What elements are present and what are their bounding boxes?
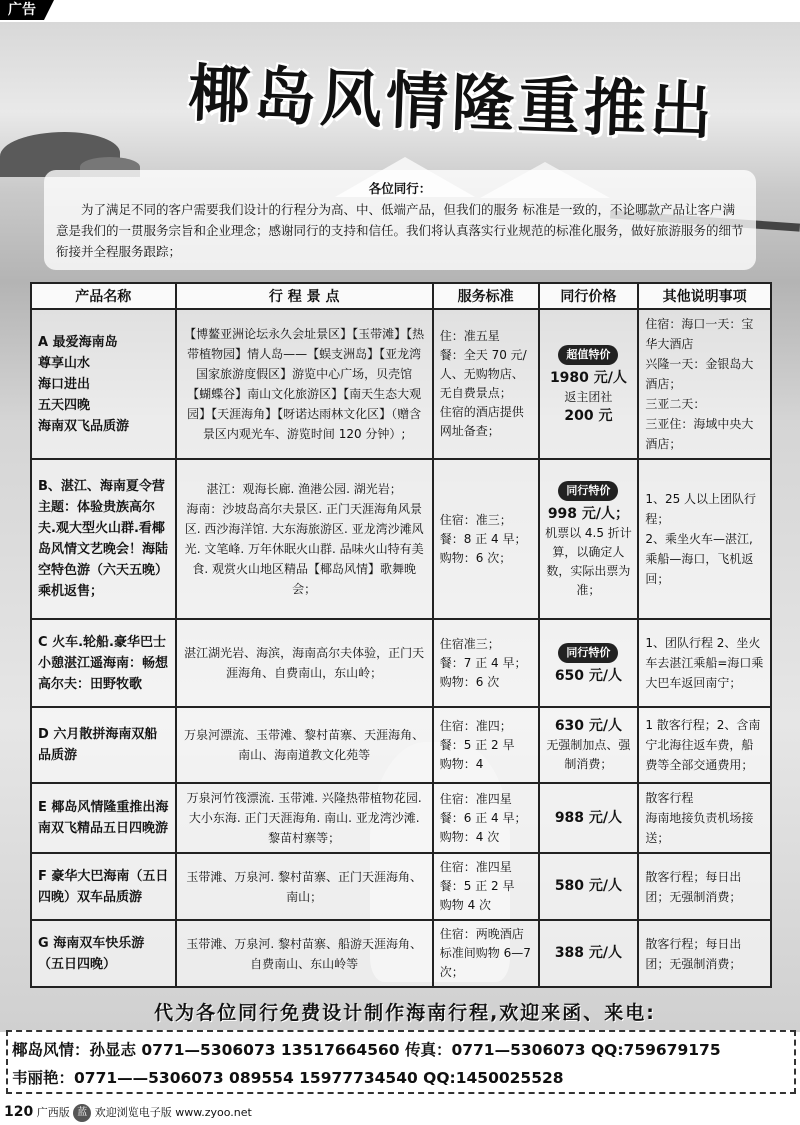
- notes-cell: 散客行程；每日出团；无强制消费；: [638, 920, 771, 987]
- product-name-cell: G 海南双车快乐游（五日四晚）: [31, 920, 176, 987]
- header-product-name: 产品名称: [31, 283, 176, 309]
- product-name-cell: D 六月散拼海南双船品质游: [31, 707, 176, 783]
- service-standard-cell: 住宿：准四星 餐：5 正 2 早 购物 4 次: [433, 853, 539, 920]
- slogan: 代为各位同行免费设计制作海南行程,欢迎来函、来电:: [154, 1002, 656, 1024]
- notes-cell: 1、团队行程 2、坐火车去湛江乘船=海口乘大巴车返回南宁；: [638, 619, 771, 707]
- top-strip: [0, 0, 800, 22]
- itinerary-cell: 玉带滩、万泉河. 黎村苗寨、船游天涯海角、自费南山、东山岭等: [176, 920, 433, 987]
- product-name-cell: B、湛江、海南夏令营主题：体验贵族高尔夫.观大型火山群.看椰岛风情文艺晚会！海陆空特色游（六天五晚）乘机返售；: [31, 459, 176, 619]
- magazine-edition: 广西版: [36, 1106, 70, 1119]
- price-badge: 同行特价: [558, 481, 618, 501]
- header-itinerary: 行 程 景 点: [176, 283, 433, 309]
- table-row: [31, 459, 771, 619]
- price-note: 机票以 4.5 折计算，以确定人数，实际出票为准；: [545, 525, 632, 597]
- header-notes: 其他说明事项: [638, 283, 771, 309]
- price-main: 1980 元/人: [549, 369, 627, 386]
- price-badge: 同行特价: [558, 643, 618, 663]
- ad-tag-tail: [44, 0, 54, 20]
- itinerary-cell: 湛江湖光岩、海滨，海南高尔夫体验，正门天涯海角、自费南山，东山岭；: [176, 619, 433, 707]
- price-cell: [539, 309, 639, 459]
- itinerary-cell: 湛江：观海长廊. 渔港公园. 湖光岩； 海南：沙坡岛高尔夫景区. 正门天涯海角风景区. 西沙海洋馆. 大东海旅游区. 亚龙湾沙滩风光. 文笔峰. 万年休眠火山群. 品味火山特有美食. 观赏火山地区精品【椰岛风情】歌舞晚会；: [176, 459, 433, 619]
- service-standard-cell: 住宿：准四星 餐：6 正 4 早； 购物：4 次: [433, 783, 539, 853]
- product-name-cell: F 豪华大巴海南（五日四晚）双车品质游: [31, 853, 176, 920]
- service-standard-cell: 住宿：两晚酒店标准间购物 6—7 次；: [433, 920, 539, 987]
- intro-body: 为了满足不同的客户需要我们设计的行程分为高、中、低端产品，但我们的服务 标准是一致的，不论哪款产品让客户满意是我们的一贯服务宗旨和企业理念；感谢同行的支持和信任。我们将认真落实行业规范的标准化服务，做好旅游服务的细节衔接并全程服务跟踪；: [56, 202, 744, 259]
- table-row: [31, 707, 771, 783]
- price-cell: [539, 459, 639, 619]
- notes-cell: 1 散客行程；2、含南宁北海往返车费，船费等全部交通费用；: [638, 707, 771, 783]
- price-extra: 200 元: [564, 407, 613, 424]
- price-badge: 超值特价: [558, 345, 618, 365]
- table-row: [31, 783, 771, 853]
- notes-cell: 住宿：海口一天：宝华大酒店 兴隆一天：金银岛大酒店； 三亚二天： 三亚住：海域中央大酒店；: [638, 309, 771, 459]
- price-main: 650 元/人: [554, 667, 623, 684]
- service-standard-cell: 住宿：准三； 餐：8 正 4 早； 购物：6 次；: [433, 459, 539, 619]
- intro-box: [44, 170, 756, 270]
- products-table: [30, 282, 772, 988]
- itinerary-cell: 万泉河竹筏漂流. 玉带滩. 兴隆热带植物花园. 大小东海. 正门天涯海角. 南山. 亚龙湾沙滩. 黎苗村寨等；: [176, 783, 433, 853]
- price-cell: [539, 707, 639, 783]
- notes-cell: 1、25 人以上团队行程； 2、乘坐火车—湛江, 乘船—海口，飞机返回；: [638, 459, 771, 619]
- ad-tag: 广告: [0, 0, 44, 20]
- table-row: [31, 920, 771, 987]
- price-note: 返主团社: [564, 389, 613, 404]
- service-standard-cell: 住宿：准四； 餐：5 正 2 早 购物：4: [433, 707, 539, 783]
- magazine-logo-icon: 蓝: [73, 1104, 91, 1122]
- table-row: [31, 619, 771, 707]
- notes-cell: 散客行程；每日出团；无强制消费；: [638, 853, 771, 920]
- footer: [0, 1100, 800, 1125]
- service-standard-cell: 住宿准三； 餐：7 正 4 早； 购物：6 次: [433, 619, 539, 707]
- header-price: 同行价格: [539, 283, 639, 309]
- intro-greeting: 各位同行：: [368, 181, 432, 196]
- price-cell: [539, 619, 639, 707]
- price-cell: [539, 853, 639, 920]
- contact-box: [6, 1030, 796, 1094]
- product-name-cell: A 最爱海南岛 尊享山水 海口进出 五天四晚 海南双飞品质游: [31, 309, 176, 459]
- itinerary-cell: 万泉河漂流、玉带滩、黎村苗寨、天涯海角、南山、海南道教文化苑等: [176, 707, 433, 783]
- table-row: [31, 309, 771, 459]
- header-service-standard: 服务标准: [433, 283, 539, 309]
- price-main: 388 元/人: [554, 945, 623, 961]
- footer-website: 欢迎浏览电子版 www.zyoo.net: [94, 1106, 252, 1119]
- table-header-row: [31, 283, 771, 309]
- table-row: [31, 853, 771, 920]
- contact-line-1: 椰岛风情：孙显志 0771—5306073 13517664560 传真：0771—5306073 QQ:759679175: [12, 1041, 721, 1059]
- contact-line-2: 韦丽艳：0771——5306073 089554 15977734540 QQ:1450025528: [12, 1069, 564, 1087]
- itinerary-cell: 【博鳌亚洲论坛永久会址景区】【玉带滩】【热带植物园】情人岛——【蜈支洲岛】【亚龙湾国家旅游度假区】游览中心广场，贝壳馆 【蝴蝶谷】南山文化旅游区】【南天生态大观园】【天涯海角】【呀诺达雨林文化区】（赠含景区内观光车、游览时间 120 分钟）;: [176, 309, 433, 459]
- price-cell: [539, 783, 639, 853]
- product-name-cell: E 椰岛风情隆重推出海南双飞精品五日四晚游: [31, 783, 176, 853]
- page-title: 椰岛风情隆重推出: [186, 56, 718, 149]
- price-main: 998 元/人；: [547, 505, 630, 522]
- product-name-cell: C 火车.轮船.豪华巴士小憩湛江遥海南：畅想高尔夫：田野牧歌: [31, 619, 176, 707]
- page-number: 120: [4, 1104, 34, 1120]
- price-main: 988 元/人: [554, 809, 623, 826]
- price-main: 580 元/人: [554, 878, 623, 894]
- price-main: 630 元/人: [554, 717, 623, 734]
- price-cell: [539, 920, 639, 987]
- service-standard-cell: 住：准五星 餐：全天 70 元/人、无购物店、无自费景点； 住宿的酒店提供网址备查；: [433, 309, 539, 459]
- notes-cell: 散客行程 海南地接负责机场接送；: [638, 783, 771, 853]
- price-note: 无强制加点、强制消费；: [546, 737, 631, 771]
- itinerary-cell: 玉带滩、万泉河. 黎村苗寨、正门天涯海角、南山；: [176, 853, 433, 920]
